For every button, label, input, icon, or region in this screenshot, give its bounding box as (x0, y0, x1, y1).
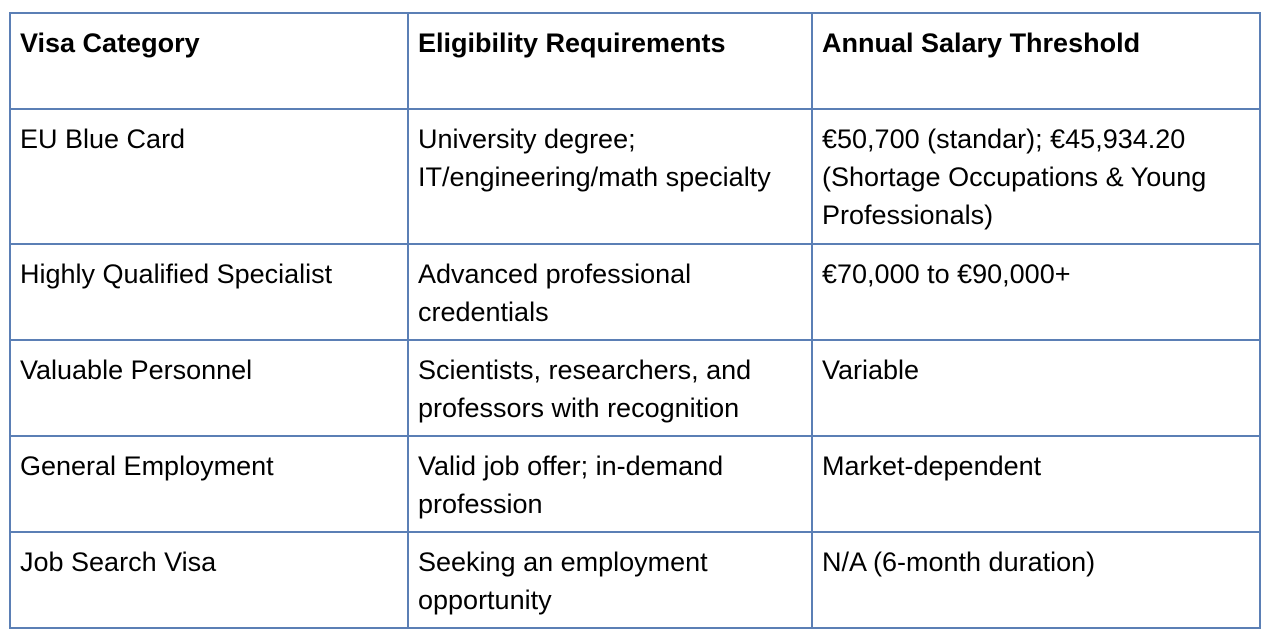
table-row (10, 244, 1260, 340)
cell-visa-category: Valuable Personnel (10, 340, 408, 436)
cell-salary-threshold: Variable (812, 340, 1260, 436)
header-eligibility-requirements: Eligibility Requirements (408, 13, 812, 109)
header-annual-salary-threshold: Annual Salary Threshold (812, 13, 1260, 109)
table-header-row (10, 13, 1260, 109)
visa-category-table (9, 12, 1261, 629)
cell-eligibility: University degree; IT/engineering/math specialty (408, 109, 812, 244)
cell-salary-threshold: €70,000 to €90,000+ (812, 244, 1260, 340)
cell-visa-category: Highly Qualified Specialist (10, 244, 408, 340)
cell-eligibility: Advanced professional credentials (408, 244, 812, 340)
cell-eligibility: Scientists, researchers, and professors with recognition (408, 340, 812, 436)
cell-salary-threshold: Market-dependent (812, 436, 1260, 532)
cell-eligibility: Seeking an employment opportunity (408, 532, 812, 628)
table-row (10, 436, 1260, 532)
cell-visa-category: Job Search Visa (10, 532, 408, 628)
cell-visa-category: EU Blue Card (10, 109, 408, 244)
cell-eligibility: Valid job offer; in-demand profession (408, 436, 812, 532)
table-row (10, 532, 1260, 628)
table-row (10, 109, 1260, 244)
cell-visa-category: General Employment (10, 436, 408, 532)
table-row (10, 340, 1260, 436)
cell-salary-threshold: €50,700 (standar); €45,934.20 (Shortage Occupations & Young Professionals) (812, 109, 1260, 244)
cell-salary-threshold: N/A (6-month duration) (812, 532, 1260, 628)
header-visa-category: Visa Category (10, 13, 408, 109)
